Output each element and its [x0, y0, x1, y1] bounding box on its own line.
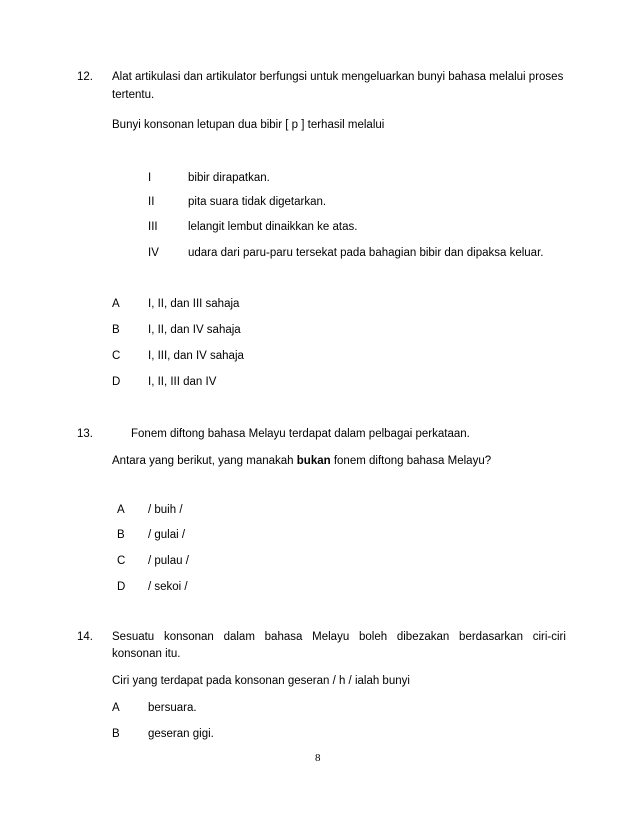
option-letter: B [112, 728, 120, 740]
page-number: 8 [315, 752, 321, 764]
option-text: geseran gigi. [148, 728, 214, 740]
statement-label: III [148, 221, 158, 233]
option-letter: A [112, 702, 120, 714]
option-letter: A [117, 504, 125, 516]
question-13-prompt [112, 454, 491, 468]
option-text: / gulai / [148, 529, 186, 541]
prompt-emphasis: bukan [296, 455, 331, 467]
question-12-prompt: Bunyi konsonan letupan dua bibir [ p ] terhasil melalui [112, 119, 385, 131]
statement-text: udara dari paru-paru tersekat pada bahagian bibir dan dipaksa keluar. [188, 247, 544, 259]
option-letter: B [112, 324, 120, 336]
option-text: I, II, III dan IV [148, 376, 217, 388]
question-12-stem-line2: tertentu. [112, 89, 155, 101]
option-text: I, III, dan IV sahaja [148, 350, 244, 362]
option-letter: B [117, 529, 125, 541]
question-13-number: 13. [77, 428, 93, 440]
option-letter: C [117, 555, 126, 567]
prompt-text-before: Antara yang berikut, yang manakah [112, 455, 297, 467]
statement-label: I [148, 172, 152, 184]
question-14-number: 14. [77, 631, 93, 643]
option-text: I, II, dan IV sahaja [148, 324, 241, 336]
stem-word: dibezakan [396, 631, 450, 643]
option-letter: D [112, 376, 121, 388]
stem-word: bahasa [264, 631, 303, 643]
stem-word: konsonan [163, 631, 214, 643]
statement-text: bibir dirapatkan. [188, 172, 270, 184]
question-12-stem-line1: Alat artikulasi dan artikulator berfungsi untuk mengeluarkan bunyi bahasa melalui proses [112, 71, 564, 83]
option-text: bersuara. [148, 702, 197, 714]
statement-text: pita suara tidak digetarkan. [188, 196, 327, 208]
statement-label: II [148, 196, 155, 208]
question-13-stem: Fonem diftong bahasa Melayu terdapat dalam pelbagai perkataan. [131, 428, 470, 440]
option-letter: A [112, 298, 120, 310]
option-text: / pulau / [148, 555, 189, 567]
question-14-prompt: Ciri yang terdapat pada konsonan geseran / h / ialah bunyi [112, 675, 410, 687]
stem-word: berdasarkan [459, 631, 523, 643]
stem-word: boleh [358, 631, 388, 643]
option-text: / sekoi / [148, 581, 188, 593]
statement-text: lelangit lembut dinaikkan ke atas. [188, 221, 358, 233]
prompt-text-after: fonem diftong bahasa Melayu? [330, 455, 492, 467]
option-text: I, II, dan III sahaja [148, 298, 240, 310]
option-letter: C [112, 350, 121, 362]
question-14-stem-line2: konsonan itu. [112, 648, 181, 660]
stem-word: ciri-ciri [532, 631, 566, 643]
question-12-number: 12. [77, 71, 93, 83]
stem-word: Melayu [312, 631, 350, 643]
question-14-stem-line1 [112, 630, 566, 644]
option-letter: D [117, 581, 126, 593]
stem-word: dalam [223, 631, 255, 643]
statement-label: IV [148, 247, 159, 259]
option-text: / buih / [148, 504, 183, 516]
stem-word: Sesuatu [112, 631, 155, 643]
